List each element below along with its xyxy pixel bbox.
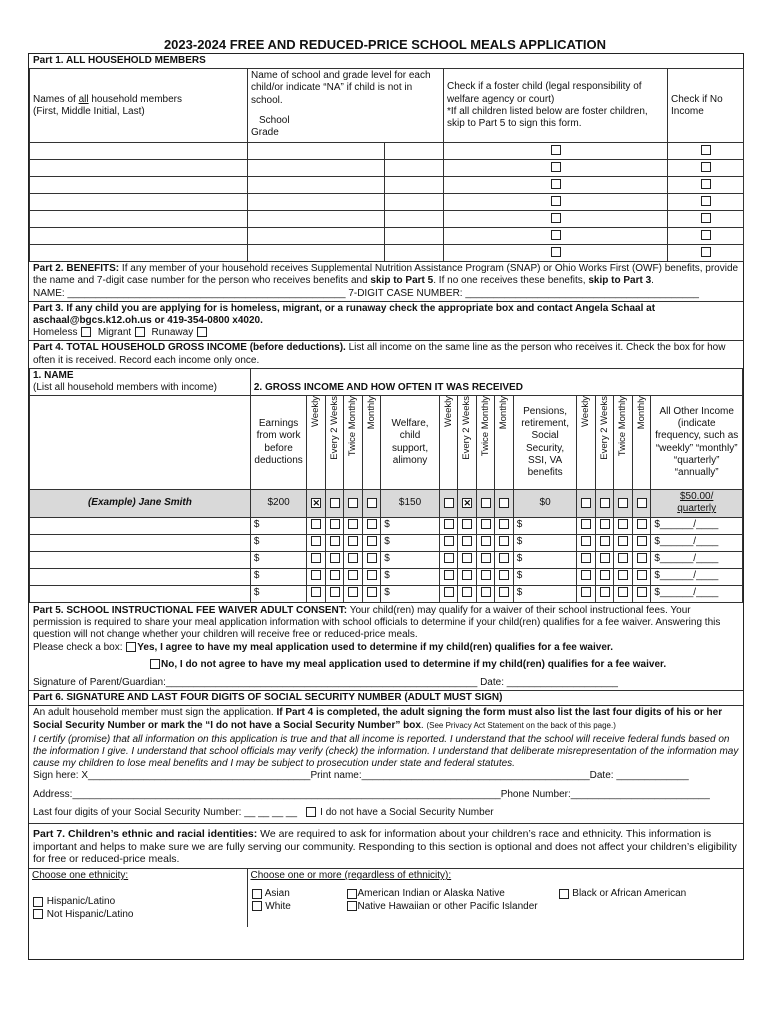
welfare-monthly-checkbox[interactable] (499, 519, 509, 529)
earn-monthly-checkbox[interactable] (367, 519, 377, 529)
earn-twicemonthly-checkbox[interactable] (348, 570, 358, 580)
member-row[interactable] (30, 194, 744, 211)
income-row[interactable] (30, 586, 743, 603)
welfare-input[interactable]: $ (381, 552, 440, 569)
member-row[interactable] (30, 228, 744, 245)
earnings-input[interactable]: $ (250, 518, 306, 535)
earnings-input[interactable]: $ (250, 552, 306, 569)
income-row[interactable] (30, 569, 743, 586)
member-name-input[interactable] (30, 177, 248, 194)
other-income-input[interactable]: $______/____ (651, 586, 743, 603)
no-income-checkbox[interactable] (701, 247, 711, 257)
welfare-biweekly-checkbox[interactable] (462, 553, 472, 563)
pension-monthly-checkbox[interactable] (637, 587, 647, 597)
part1-heading: Part 1. ALL HOUSEHOLD MEMBERS (33, 55, 206, 66)
member-row[interactable] (30, 160, 744, 177)
member-school-input[interactable] (248, 160, 385, 177)
migrant-checkbox[interactable] (135, 327, 145, 337)
example-row: (Example) Jane Smith $200 ✕ $150 ✕ $0 $50.00/ quarterly (30, 490, 743, 518)
white-checkbox[interactable] (252, 901, 262, 911)
part1-school-header: Name of school and grade level for each child/or indicate “NA” if child is not in school. School Grade (248, 69, 444, 143)
earn-monthly-checkbox[interactable] (367, 553, 377, 563)
welfare-twicemonthly-checkbox[interactable] (481, 587, 491, 597)
asian-checkbox[interactable] (252, 889, 262, 899)
income-name-input[interactable] (30, 535, 251, 552)
earn-biweekly-checkbox[interactable] (330, 587, 340, 597)
earn-biweekly-checkbox[interactable] (330, 536, 340, 546)
welfare-weekly-checkbox[interactable] (444, 536, 454, 546)
member-school-input[interactable] (248, 194, 385, 211)
member-school-input[interactable] (248, 211, 385, 228)
parent-signature-line[interactable]: Signature of Parent/Guardian:________________________________________________________ Date: ____________________ (33, 677, 618, 688)
freq-twicemonthly-label: Twice Monthly (347, 396, 359, 457)
sign-here-line[interactable]: Sign here: X________________________________________Print name:_________________________________________Date: _____________ (33, 770, 689, 782)
pension-input[interactable]: $ (513, 586, 577, 603)
pension-twicemonthly-checkbox[interactable] (618, 553, 628, 563)
welfare-weekly-checkbox[interactable] (444, 570, 454, 580)
welfare-input[interactable]: $ (381, 518, 440, 535)
income-name-input[interactable] (30, 552, 251, 569)
member-name-input[interactable] (30, 160, 248, 177)
black-checkbox[interactable] (559, 889, 569, 899)
pension-input[interactable]: $ (513, 569, 577, 586)
earn-twicemonthly-checkbox[interactable] (348, 519, 358, 529)
pension-weekly-checkbox[interactable] (581, 536, 591, 546)
pension-weekly-checkbox[interactable] (581, 519, 591, 529)
welfare-biweekly-checkbox[interactable] (462, 587, 472, 597)
pension-weekly-checkbox[interactable] (581, 587, 591, 597)
other-income-input[interactable]: $______/____ (651, 552, 743, 569)
earn-weekly-checkbox[interactable] (311, 519, 321, 529)
part5-section: Part 5. SCHOOL INSTRUCTIONAL FEE WAIVER ADULT CONSENT: Your child(ren) may qualify for a waiver of their school instructional fees. Your permission is required to share your meal application information with school officials to determine if your child(ren) qualifies for a fee waiver. Answering this question will not change whether your children will receive free or reduced-price meals. Please check a box: Yes, I agree to have my meal application used to determine if my child(ren) qualifies for a fee waiver. No, I do not agree to have my meal application used to determine if my child(ren) qualifies for a fee waiver. Signature of Parent/Guardian:________________________________________________________ Date: ____________________ (29, 603, 743, 691)
pension-biweekly-checkbox[interactable] (600, 519, 610, 529)
member-row[interactable] (30, 143, 744, 160)
part7-table: Choose one ethnicity: Hispanic/Latino Not Hispanic/Latino Choose one or more (regardless of ethnicity): Asian White American Indian or Alaska Native Native Hawaiian or other Pacific Islander Black or African American (29, 868, 743, 927)
earn-twicemonthly-checkbox[interactable] (348, 553, 358, 563)
welfare-monthly-checkbox[interactable] (499, 536, 509, 546)
welfare-weekly-checkbox[interactable] (444, 519, 454, 529)
no-ssn-checkbox[interactable] (306, 807, 316, 817)
runaway-checkbox[interactable] (197, 327, 207, 337)
earn-biweekly-checkbox[interactable] (330, 519, 340, 529)
other-income-header: All Other Income (indicate frequency, such as “weekly” “monthly” “quarterly” “annually” (651, 396, 743, 490)
income-name-header: 1. NAME (List all household members with income) (30, 368, 251, 395)
no-income-checkbox[interactable] (701, 230, 711, 240)
part1-noincome-header: Check if No Income (668, 69, 744, 143)
part4-table: 1. NAME (List all household members with income) 2. GROSS INCOME AND HOW OFTEN IT WAS RECEIVED Earnings from work before deductions Weekly Every 2 Weeks Twice Monthly Monthly Welfare, child support, alimony Weekly Every 2 Weeks Twice Monthly Monthly Pensions, retirement, Social Security, SSI, VA benefits Weekly Every 2 Weeks Twice Monthly Monthly All Other Income (indicate frequency, such as “weekly” “monthly” “quarterly” “annually” (Example) Jane Smith $200 ✕ $150 ✕ $0 $50.00/ quarterly $ $ $ $______/____ $ $ $ $______/____ $ $ $ $______/____ $ $ $ $______/____ $ $ $ $______/____ (29, 368, 743, 603)
member-name-input[interactable] (30, 228, 248, 245)
foster-checkbox[interactable] (551, 162, 561, 172)
earnings-input[interactable]: $ (250, 569, 306, 586)
earn-weekly-checkbox[interactable] (311, 570, 321, 580)
pension-twicemonthly-checkbox[interactable] (618, 587, 628, 597)
earn-monthly-checkbox[interactable] (367, 570, 377, 580)
welfare-monthly-checkbox[interactable] (499, 570, 509, 580)
earnings-input[interactable]: $ (250, 586, 306, 603)
member-grade-input[interactable] (385, 160, 444, 177)
part3-section: Part 3. If any child you are applying for is homeless, migrant, or a runaway check the appropriate box and contact Angela Schaal at aschaal@bgcs.k12.oh.us or 419-354-0800 x4020. Homeless Migrant Runaway (29, 302, 743, 342)
part7-intro: Part 7. Children’s ethnic and racial identities: We are required to ask for information about your children’s race and ethnicity. This information is important and helps to make sure we are fully serving our community. Responding to this section is optional and does not affect your children’s eligibility for free or reduced-price meals. (33, 827, 737, 866)
welfare-monthly-checkbox[interactable] (499, 587, 509, 597)
welfare-monthly-checkbox[interactable] (499, 553, 509, 563)
foster-checkbox[interactable] (551, 230, 561, 240)
welfare-input[interactable]: $ (381, 586, 440, 603)
other-income-input[interactable]: $______/____ (651, 518, 743, 535)
pension-input[interactable]: $ (513, 535, 577, 552)
earn-biweekly-checkbox[interactable] (330, 570, 340, 580)
pension-weekly-checkbox[interactable] (581, 553, 591, 563)
pension-twicemonthly-checkbox[interactable] (618, 536, 628, 546)
welfare-twicemonthly-checkbox[interactable] (481, 570, 491, 580)
member-grade-input[interactable] (385, 245, 444, 262)
case-number-field[interactable]: __________________________________________ (465, 287, 699, 299)
pension-input[interactable]: $ (513, 518, 577, 535)
pension-biweekly-checkbox[interactable] (600, 553, 610, 563)
not-hispanic-checkbox[interactable] (33, 909, 43, 919)
no-income-checkbox[interactable] (701, 213, 711, 223)
earnings-input[interactable]: $ (250, 535, 306, 552)
race-header: Choose one or more (regardless of ethnicity): (250, 870, 452, 882)
earn-weekly-checkbox[interactable] (311, 553, 321, 563)
welfare-twicemonthly-checkbox[interactable] (481, 519, 491, 529)
welfare-weekly-checkbox[interactable] (444, 553, 454, 563)
part1-foster-header: Check if a foster child (legal responsibility of welfare agency or court) *If all children listed below are foster children, skip to Part 5 to sign this form. (444, 69, 668, 143)
welfare-twicemonthly-checkbox[interactable] (481, 553, 491, 563)
part4-intro: Part 4. TOTAL HOUSEHOLD GROSS INCOME (before deductions). List all income on the same line as the person who receives it. Check the box for how often it is received. Record each income only once. (33, 342, 726, 366)
freq-weekly-label: Weekly (310, 396, 322, 428)
pension-monthly-checkbox[interactable] (637, 519, 647, 529)
member-grade-input[interactable] (385, 194, 444, 211)
ssn-field[interactable]: Last four digits of your Social Security Number: __ __ __ __ (33, 806, 298, 818)
income-name-input[interactable] (30, 569, 251, 586)
part2-section: Part 2. BENEFITS: If any member of your household receives Supplemental Nutrition Assistance Program (SNAP) or Ohio Works First (OWF) benefits, provide the name and 7-digit case number for the person who receives benefits and skip to Part 5. If no one receives these benefits, skip to Part 3. NAME: __________________________________________________ 7-DIGIT CASE NUMBER: __________________________________________ (29, 262, 743, 302)
pension-monthly-checkbox[interactable] (637, 553, 647, 563)
pension-weekly-checkbox[interactable] (581, 570, 591, 580)
benefits-name-field[interactable]: __________________________________________________ (67, 287, 349, 299)
form-frame (28, 53, 744, 960)
pension-twicemonthly-checkbox[interactable] (618, 570, 628, 580)
welfare-input[interactable]: $ (381, 535, 440, 552)
member-name-input[interactable] (30, 245, 248, 262)
american-indian-checkbox[interactable] (347, 889, 357, 899)
member-grade-input[interactable] (385, 211, 444, 228)
earn-weekly-checkbox[interactable] (311, 536, 321, 546)
foster-checkbox[interactable] (551, 213, 561, 223)
member-school-input[interactable] (248, 177, 385, 194)
other-income-input[interactable]: $______/____ (651, 535, 743, 552)
pension-biweekly-checkbox[interactable] (600, 587, 610, 597)
freq-every2weeks-label: Every 2 Weeks (328, 396, 340, 460)
foster-checkbox[interactable] (551, 145, 561, 155)
earn-twicemonthly-checkbox[interactable] (348, 587, 358, 597)
part1-names-header: Names of all household members (First, Middle Initial, Last) (30, 69, 248, 143)
fee-waiver-yes-checkbox[interactable] (126, 642, 136, 652)
hispanic-checkbox[interactable] (33, 897, 43, 907)
foster-checkbox[interactable] (551, 196, 561, 206)
member-row[interactable] (30, 245, 744, 262)
foster-checkbox[interactable] (551, 179, 561, 189)
welfare-biweekly-checkbox[interactable] (462, 519, 472, 529)
freq-monthly-label: Monthly (365, 396, 377, 430)
no-income-checkbox[interactable] (701, 145, 711, 155)
fee-waiver-no-checkbox[interactable] (150, 659, 160, 669)
part6-section: An adult household member must sign the application. If Part 4 is completed, the adult signing the form must also list the last four digits of his or her Social Security Number or mark the “I do not have a Social Security Number” box. (See Privacy Act Statement on the back of this page.) I certify (promise) that all information on this application is true and that all income is reported. I understand that the school will receive federal funds based on the information I give. I understand that school officials may verify (check) the information. I understand that deliberate misrepresentation of the information may cause my children to lose meal benefits and I may be subject to prosecution under state and federal statutes. Sign here: X________________________________________Print name:_________________________________________Date: _____________ Address:_____________________________________________________________________________Phone Number:_________________________ Last four digits of your Social Security Number: __ __ __ __ I do not have a Social Security Number (29, 706, 743, 824)
ethnicity-header: Choose one ethnicity: (32, 870, 129, 882)
income-name-input[interactable] (30, 518, 251, 535)
homeless-checkbox[interactable] (81, 327, 91, 337)
welfare-biweekly-checkbox[interactable] (462, 570, 472, 580)
income-row[interactable] (30, 552, 743, 569)
form-title: 2023-2024 FREE AND REDUCED-PRICE SCHOOL MEALS APPLICATION (163, 37, 607, 52)
gross-income-header: 2. GROSS INCOME AND HOW OFTEN IT WAS RECEIVED (250, 368, 742, 395)
pension-biweekly-checkbox[interactable] (600, 536, 610, 546)
earn-twicemonthly-checkbox[interactable] (348, 536, 358, 546)
member-grade-input[interactable] (385, 228, 444, 245)
pension-biweekly-checkbox[interactable] (600, 570, 610, 580)
pensions-header: Pensions, retirement, Social Security, SSI, VA benefits (513, 396, 577, 490)
welfare-biweekly-checkbox[interactable] (462, 536, 472, 546)
earn-biweekly-checkbox[interactable] (330, 553, 340, 563)
income-name-input[interactable] (30, 586, 251, 603)
member-name-input[interactable] (30, 143, 248, 160)
foster-checkbox[interactable] (551, 247, 561, 257)
no-income-checkbox[interactable] (701, 162, 711, 172)
certification-text: I certify (promise) that all information on this application is true and that all income is reported. I understand that the school will receive federal funds based on the information I give. I understand that school officials may verify (check) the information. I understand that deliberate misrepresentation of the information may cause my children to lose meal benefits and I may be subject to prosecution under state and federal statutes. (33, 733, 739, 770)
member-name-input[interactable] (30, 211, 248, 228)
earn-monthly-checkbox[interactable] (367, 536, 377, 546)
pension-twicemonthly-checkbox[interactable] (618, 519, 628, 529)
other-income-input[interactable]: $______/____ (651, 569, 743, 586)
member-name-input[interactable] (30, 194, 248, 211)
income-rows (30, 518, 743, 603)
no-income-checkbox[interactable] (701, 179, 711, 189)
part6-heading: Part 6. SIGNATURE AND LAST FOUR DIGITS OF SOCIAL SECURITY NUMBER (ADULT MUST SIGN) (29, 691, 743, 706)
hawaiian-checkbox[interactable] (347, 901, 357, 911)
member-grade-input[interactable] (385, 177, 444, 194)
member-row[interactable] (30, 177, 744, 194)
welfare-twicemonthly-checkbox[interactable] (481, 536, 491, 546)
pension-input[interactable]: $ (513, 552, 577, 569)
income-row[interactable] (30, 535, 743, 552)
member-school-input[interactable] (248, 143, 385, 160)
pension-monthly-checkbox[interactable] (637, 570, 647, 580)
earnings-header: Earnings from work before deductions (250, 396, 306, 490)
part1-rows (30, 143, 744, 262)
pension-monthly-checkbox[interactable] (637, 536, 647, 546)
welfare-input[interactable]: $ (381, 569, 440, 586)
no-income-checkbox[interactable] (701, 196, 711, 206)
welfare-weekly-checkbox[interactable] (444, 587, 454, 597)
earn-monthly-checkbox[interactable] (367, 587, 377, 597)
welfare-header: Welfare, child support, alimony (381, 396, 440, 490)
member-school-input[interactable] (248, 228, 385, 245)
member-row[interactable] (30, 211, 744, 228)
part1-table (29, 68, 744, 262)
member-grade-input[interactable] (385, 143, 444, 160)
income-row[interactable] (30, 518, 743, 535)
earn-weekly-checkbox[interactable] (311, 587, 321, 597)
address-line[interactable]: Address:_____________________________________________________________________________Phone Number:_________________________ (33, 788, 710, 800)
member-school-input[interactable] (248, 245, 385, 262)
